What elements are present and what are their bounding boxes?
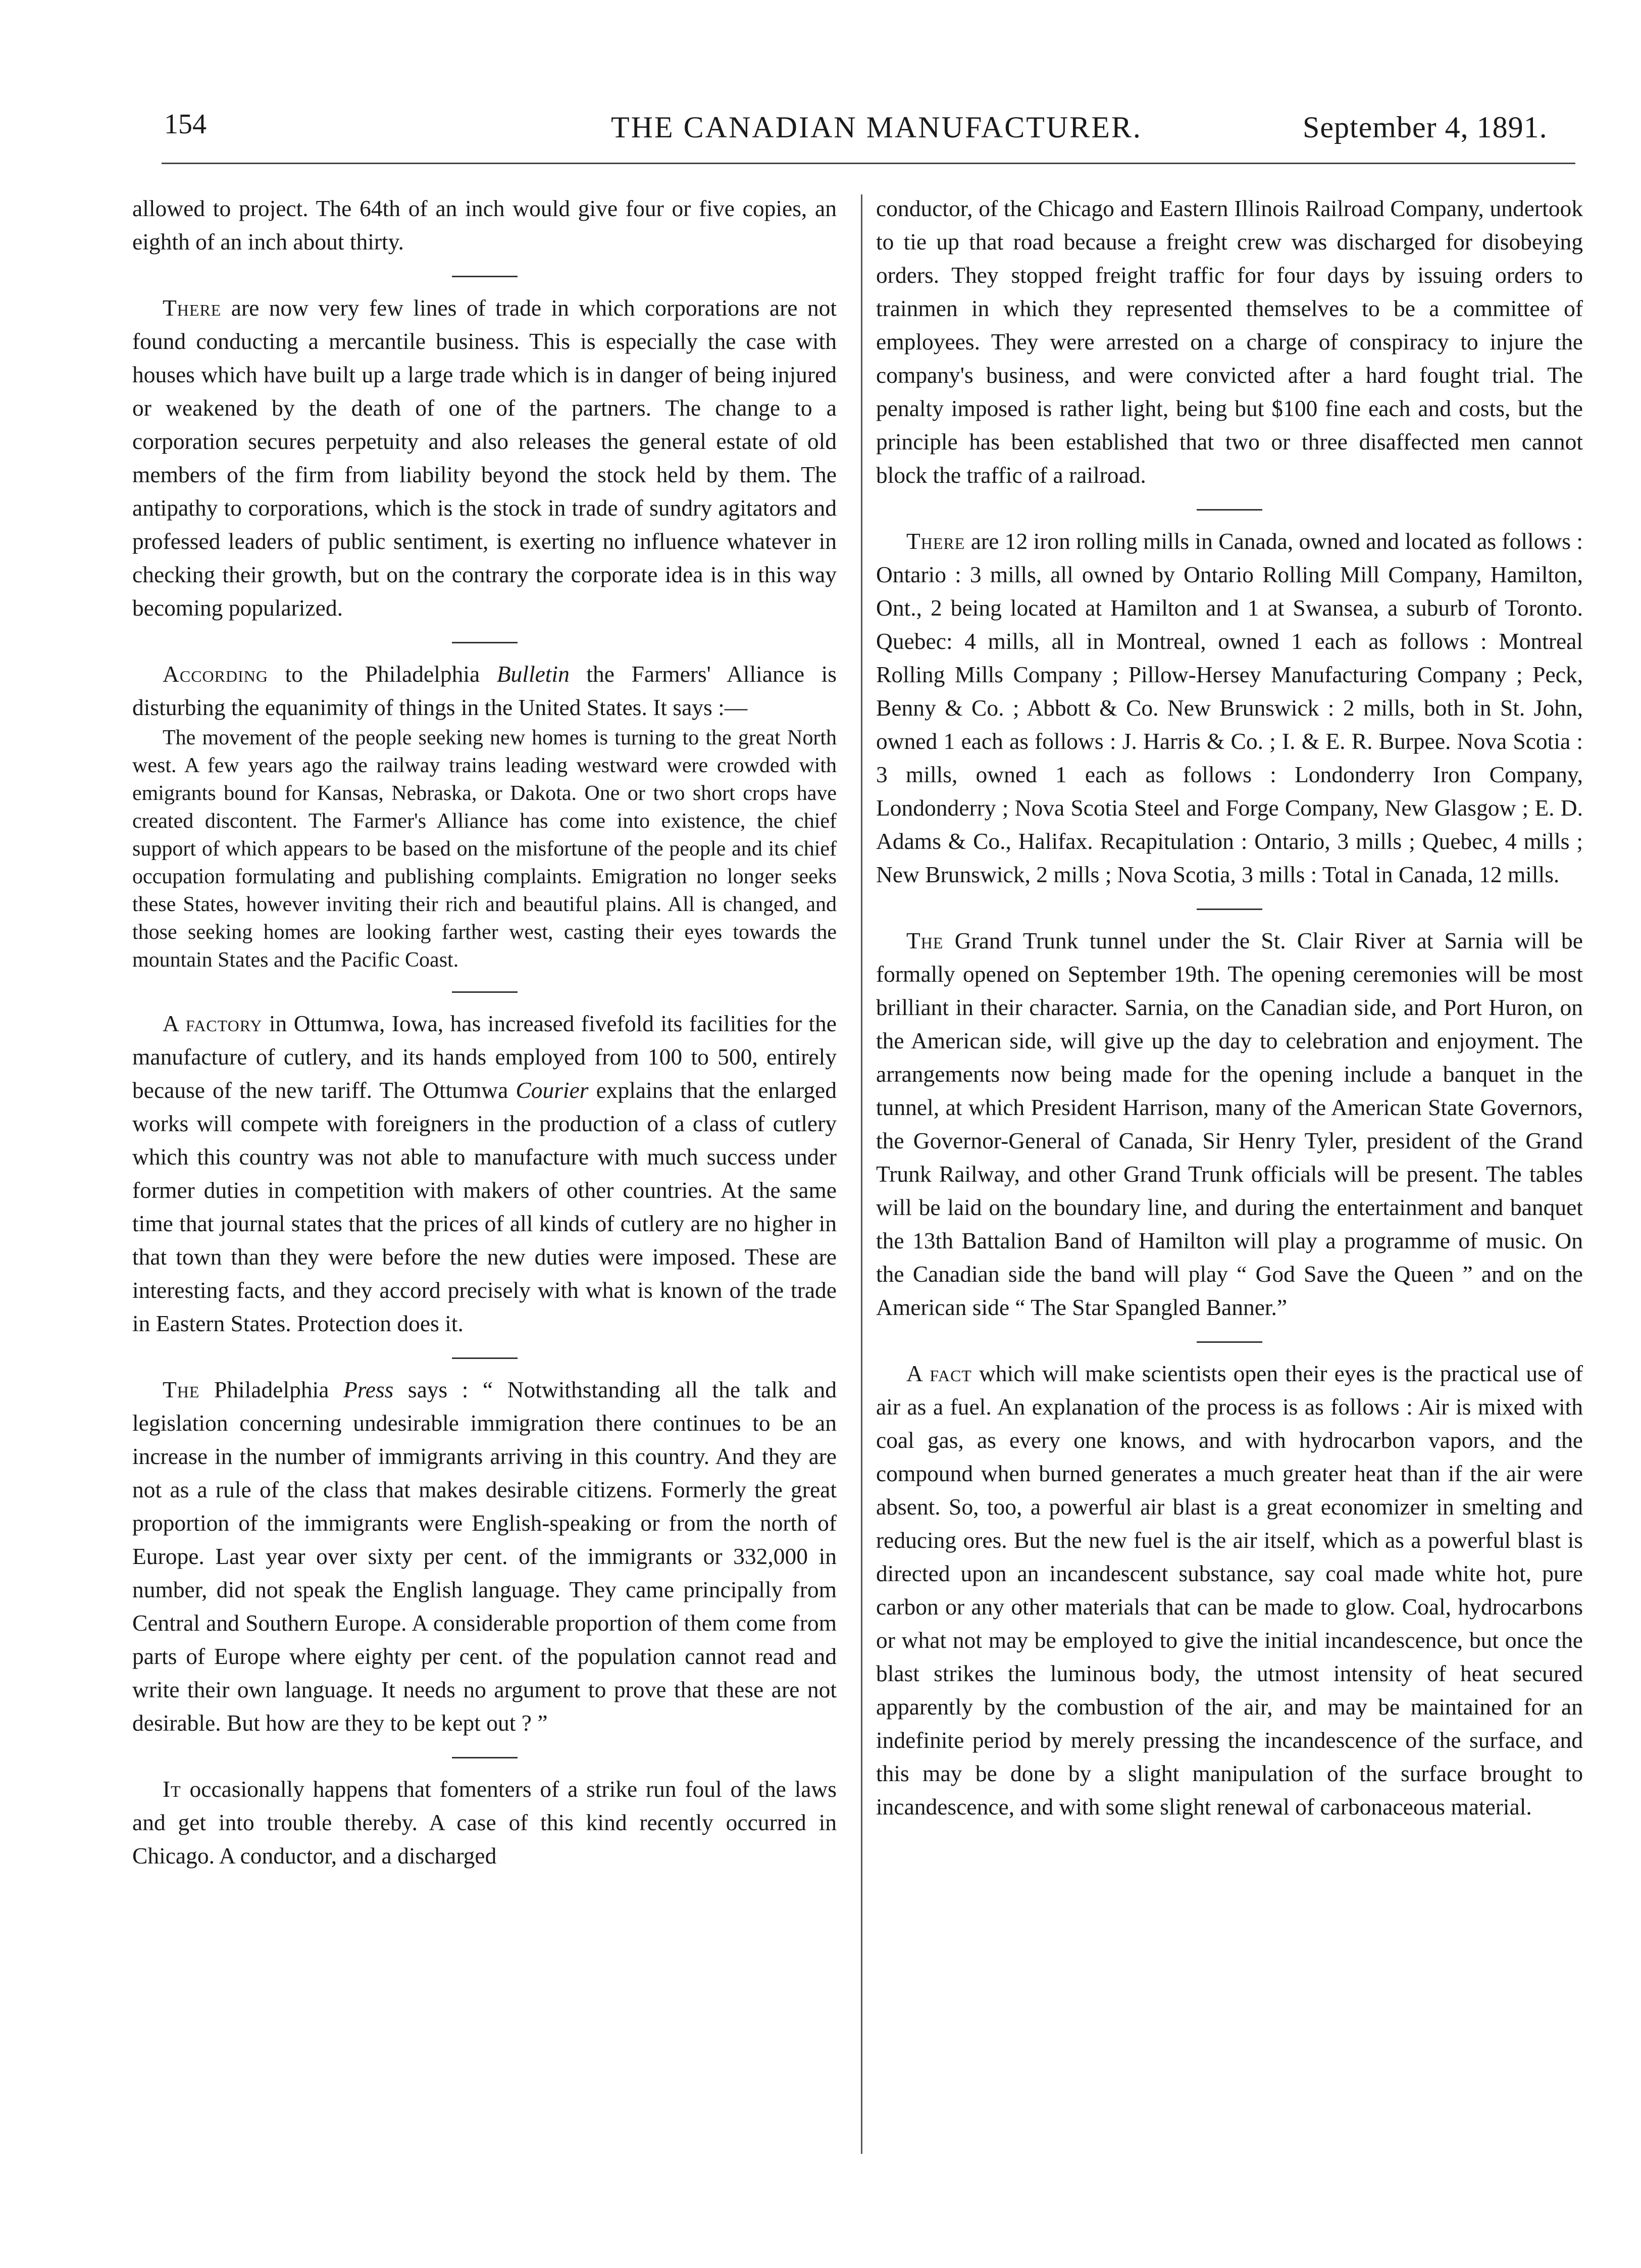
article-text: the Farmers' Alliance is disturbing the equanimity of things in the United States. It says :— xyxy=(132,661,837,720)
quoted-passage: The movement of the people seeking new homes is turning to the great North west. A few years ago the railway trains leading westward were crowded with emigrants bound for Kansas, Nebraska, or Dakota. One or two short crops have created discontent. The Farmer's Alliance has come into existence, the chief support of which appears to be based on the misfortune of the people and its chief occupation formulating and publishing complaints. Emigration no longer seeks these States, however inviting their rich and beautiful plains. All is changed, and those seeking homes are looking farther west, casting their eyes towards the mountain States and the Pacific Coast. xyxy=(132,726,837,972)
section-separator xyxy=(1197,509,1262,511)
continued-paragraph: allowed to project. The 64th of an inch would give four or five copies, an eighth of an inch about thirty. xyxy=(132,195,837,255)
article-grand-trunk-tunnel xyxy=(876,924,1583,1324)
publication-name: Press xyxy=(343,1377,394,1402)
article-strike xyxy=(132,1773,837,1873)
article-text: Philadelphia xyxy=(199,1377,343,1402)
article-ottumwa-cutlery xyxy=(132,1007,837,1340)
page-header xyxy=(0,0,1641,152)
article-rolling-mills xyxy=(876,525,1583,891)
article-text: Grand Trunk tunnel under the St. Clair River at Sarnia will be formally opened on September 19th. The opening ceremonies will be most brilliant in their character. Sarnia, on the Canadian side, and Port Huron, on the American side, will give up the day to celebration and enjoyment. The arrangements now being made for the opening include a banquet in the tunnel, at which President Harrison, many of the American State Governors, the Governor-General of Canada, Sir Henry Tyler, president of the Grand Trunk Railway, and other Grand Trunk officials will be present. The tables will be laid on the boundary line, and during the entertainment and banquet the 13th Battalion Band of Hamilton will play a programme of music. On the Canadian side the band will play “ God Save the Queen ” and on the American side “ The Star Spangled Banner.” xyxy=(876,928,1583,1320)
article-text: which will make scientists open their eyes is the practical use of air as a fuel. An explanation of the process is as follows : Air is mixed with coal gas, as every one knows, and with hydrocarbon vapors, and the compound when burned generates a much greater heat than if the air were absent. So, too, a powerful air blast is a great economizer in smelting and reducing ores. But the new fuel is the air itself, which as a powerful blast is directed upon an incandescent substance, say coal made white hot, pure carbon or any other materials that can be made to glow. Coal, hydrocarbons or what not may be employed to give the initial incandescence, but once the blast strikes the luminous body, the utmost intensity of heat secured apparently by the combustion of the air, and may be maintained for an indefinite period by merely pressing the incandescence of the surface, and this may be done by a slight manipulation of the surface brought to incandescence, and with some slight renewal of carbonaceous material. xyxy=(876,1360,1583,1820)
publication-name: Courier xyxy=(516,1077,589,1103)
article-text: are now very few lines of trade in which corporations are not found conducting a mercantile business. This is especially the case with houses which have built up a large trade which is in danger of being injured or weakened by the death of one of the partners. The change to a corporation secures perpetuity and also releases the general estate of old members of the firm from liability beyond the stock held by them. The antipathy to corporations, which is the stock in trade of sundry agitators and professed leaders of public sentiment, is exerting no influence whatever in checking their growth, but on the contrary the corporate idea is in this way becoming popularized. xyxy=(132,295,837,621)
header-rule xyxy=(162,163,1575,164)
article-text: are 12 iron rolling mills in Canada, owned and located as follows : Ontario : 3 mills, all owned by Ontario Rolling Mill Company, Hamilton, Ont., 2 being located at Hamilton and 1 at Swansea, a suburb of Toronto. Quebec: 4 mills, all in Montreal, owned 1 each as follows : Montreal Rolling Mills Company ; Pillow-Hersey Manufacturing Company ; Peck, Benny & Co. ; Abbott & Co. New Brunswick : 2 mills, both in St. John, owned 1 each as follows : J. Harris & Co. ; I. & E. R. Burpee. Nova Scotia : 3 mills, owned 1 each as follows : Londonderry Iron Company, Londonderry ; Nova Scotia Steel and Forge Company, New Glasgow ; E. D. Adams & Co., Halifax. Recapitulation : Ontario, 3 mills ; Quebec, 4 mills ; New Brunswick, 2 mills ; Nova Scotia, 3 mills : Total in Canada, 12 mills. xyxy=(876,528,1583,887)
section-separator xyxy=(452,276,518,277)
section-separator xyxy=(1197,909,1262,910)
continued-paragraph: conductor, of the Chicago and Eastern Illinois Railroad Company, undertook to tie up that road because a freight crew was discharged for disobeying orders. They stopped freight traffic for four days by issuing orders to trainmen in which they represented themselves to be a committee of employees. They were arrested on a charge of conspiracy to injure the company's business, and were convicted after a hard fought trial. The penalty imposed is rather light, being but $100 fine each and costs, but the principle has been established that two or three disaffected men cannot block the traffic of a railroad. xyxy=(876,195,1583,488)
lead-word: A fact xyxy=(906,1360,972,1386)
article-corporations xyxy=(132,291,837,625)
lead-word: There xyxy=(163,295,222,321)
lead-word: There xyxy=(906,528,965,554)
section-separator xyxy=(452,642,518,643)
article-text: in Ottumwa, Iowa, has increased fivefold its facilities for the manufacture of cutlery, and its hands employed from 100 to 500, entirely because of the new tariff. The Ottumwa xyxy=(132,1011,837,1103)
article-text: to the Philadelphia xyxy=(268,661,497,687)
page-number: 154 xyxy=(164,109,207,140)
left-column xyxy=(132,192,837,2192)
article-farmers-alliance xyxy=(132,658,837,724)
publication-name: Bulletin xyxy=(496,661,570,687)
section-separator xyxy=(452,1757,518,1758)
column-divider xyxy=(861,194,862,2154)
section-separator xyxy=(452,1357,518,1359)
lead-word: The xyxy=(906,928,944,953)
section-separator xyxy=(452,991,518,993)
journal-title: THE CANADIAN MANUFACTURER. xyxy=(611,111,1142,144)
article-text: says : “ Notwithstanding all the talk and legislation concerning undesirable immigration there continues to be an increase in the number of immigrants arriving in this country. And they are not as a rule of the class that makes desirable citizens. Formerly the great proportion of the immigrants were English-speaking or from the north of Europe. Last year over sixty per cent. of the immigrants or 332,000 in number, did not speak the English language. They came principally from Central and Southern Europe. A considerable proportion of them come from parts of Europe where eighty per cent. of the population cannot read and write their own language. It needs no argument to prove that these are not desirable. But how are they to be kept out ? ” xyxy=(132,1377,837,1736)
article-air-fuel xyxy=(876,1357,1583,1824)
section-separator xyxy=(1197,1341,1262,1343)
lead-word: The xyxy=(163,1377,200,1402)
lead-word: A factory xyxy=(163,1011,263,1036)
article-text: occasionally happens that fomenters of a strike run foul of the laws and get into trouble thereby. A case of this kind recently occurred in Chicago. A conductor, and a discharged xyxy=(132,1776,837,1869)
right-column xyxy=(876,192,1583,2192)
lead-word: According xyxy=(163,661,268,687)
article-text: explains that the enlarged works will compete with foreigners in the production of a class of cutlery which this country was not able to manufacture with much success under former duties in competition with makers of other countries. At the same time that journal states that the prices of all kinds of cutlery are no higher in that town than they were before the new duties were imposed. These are interesting facts, and they accord precisely with what is known of the trade in Eastern States. Protection does it. xyxy=(132,1077,837,1336)
article-immigration xyxy=(132,1373,837,1740)
lead-word: It xyxy=(163,1776,181,1802)
issue-date: September 4, 1891. xyxy=(1303,111,1548,144)
